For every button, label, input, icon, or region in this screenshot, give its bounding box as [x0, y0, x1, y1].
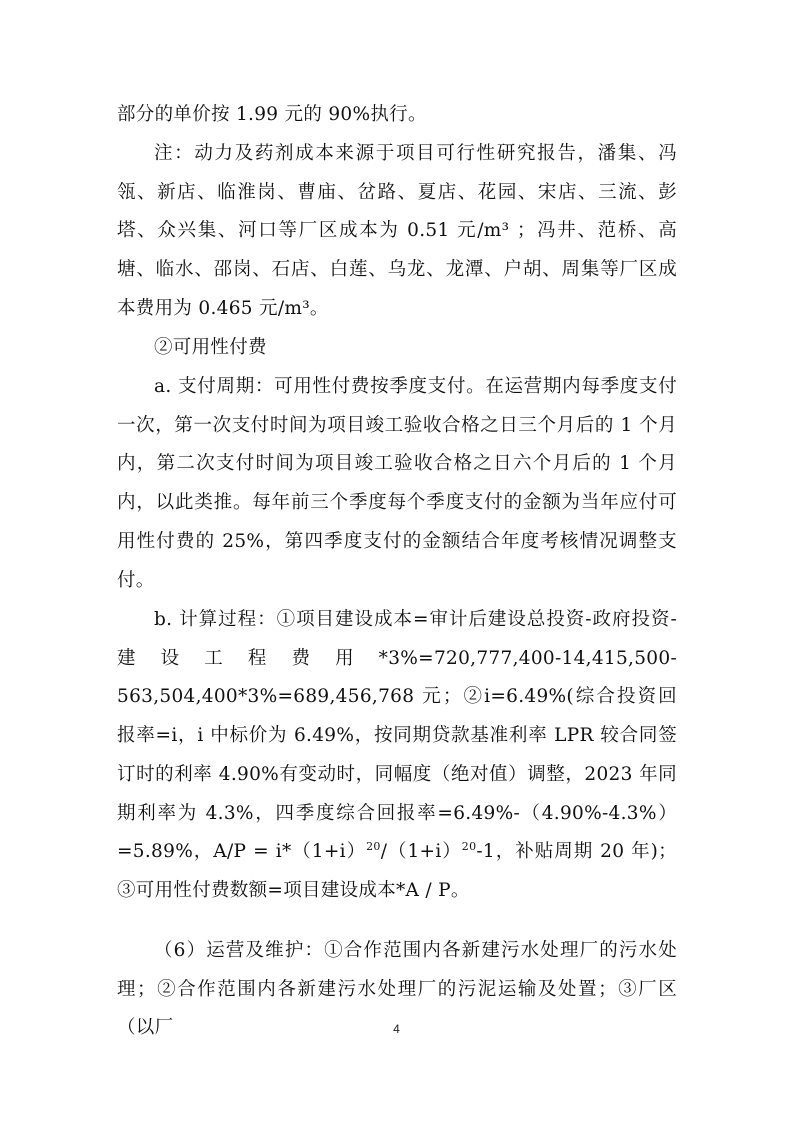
exponent-superscript-1: 20 — [366, 840, 381, 854]
calculation-text-part2: /（1+i） — [380, 841, 462, 863]
paragraph-operation-maintenance: （6）运营及维护：①合作范围内各新建污水处理厂的污水处理；②合作范围内各新建污水处理厂的污泥运输及处置；③厂区（以厂 — [117, 940, 677, 1039]
paragraph-cost-note: 注：动力及药剂成本来源于项目可行性研究报告，潘集、冯瓴、新店、临淮岗、曹庙、岔路、夏店、花园、宋店、三流、彭塔、众兴集、河口等厂区成本为 0.51 元/m³ ；冯井、范桥、高塘、临水、邵岗、石店、白莲、乌龙、龙潭、户胡、周集等厂区成本费用为 0.465 元/m³。 — [117, 143, 677, 319]
calculation-text-part1: b. 计算过程：①项目建设成本=审计后建设总投资-政府投资-建设工程费用*3%=720,777,400-14,415,500-563,504,400*3%=689,456,768 元；②i=6.49%(综合投资回报率=i，i 中标价为 6.49%，按同期贷款基准利率 LPR 较合同签订时的利率 4.90%有变动时，同幅度（绝对值）调整，2023 年同期利率为 4.3%，四季度综合回报率=6.49%-（4.90%-4.3%）=5.89%，A/P = i*（1+i） — [117, 609, 677, 863]
paragraph-unit-price: 部分的单价按 1.99 元的 90%执行。 — [117, 104, 427, 125]
exponent-superscript-2: 20 — [461, 840, 477, 854]
paragraph-payment-period: a. 支付周期：可用性付费按季度支付。在运营期内每季度支付一次，第一次支付时间为项目竣工验收合格之日三个月后的 1 个月内，第二次支付时间为项目竣工验收合格之日六个月后的 1 个月内，以此类推。每年前三个季度每个季度支付的金额为当年应付可用性付费的 25%，第四季度支付的金额结合年度考核情况调整支付。 — [117, 376, 677, 591]
page-number: 4 — [393, 1022, 400, 1036]
heading-availability-fee: ②可用性付费 — [154, 337, 267, 358]
calculation-text-part3: -1，补贴周期 20 年)；③可用性付费数额=项目建设成本*A / P。 — [117, 841, 677, 901]
paragraph-calculation-process — [117, 601, 677, 911]
